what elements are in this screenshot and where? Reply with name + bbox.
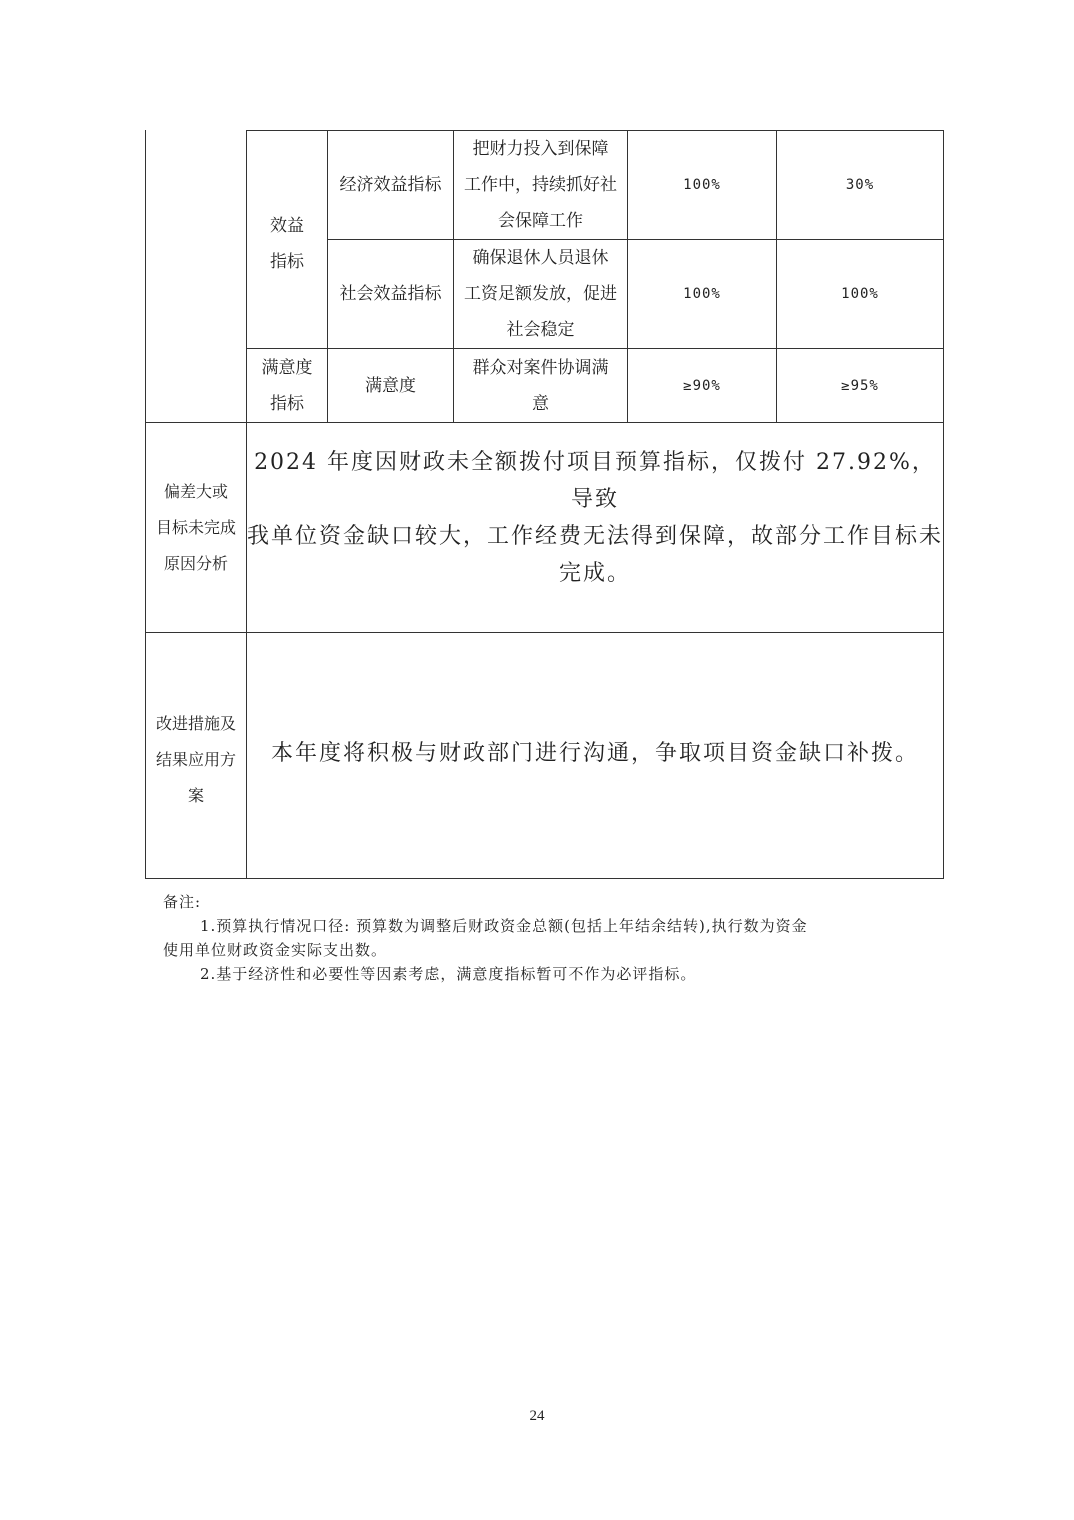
actual-value: 100% [841, 286, 879, 302]
target-value: 100% [683, 177, 721, 193]
note-item-1-continued: 使用单位财政资金实际支出数。 [163, 941, 388, 959]
satisfaction-indicator-group: 满意度 指标 [261, 357, 313, 414]
table-border-right [943, 130, 944, 879]
target-value: 100% [683, 286, 721, 302]
indicator-name: 满意度 [365, 375, 416, 396]
note-item-2: 2.基于经济性和必要性等因素考虑，满意度指标暂可不作为必评指标。 [200, 965, 697, 983]
notes-title: 备注: [163, 893, 202, 911]
indicator-content: 群众对案件协调满 意 [472, 357, 609, 414]
page-number: 24 [529, 1408, 545, 1424]
target-value: ≥90% [683, 377, 721, 394]
benefit-indicator-group: 效益 指标 [270, 215, 304, 272]
deviation-analysis-text: 2024 年度因财政未全额拨付项目预算指标，仅拨付 27.92%，导致 我单位资金缺口较大，工作经费无法得到保障，故部分工作目标未 完成。 [247, 449, 944, 586]
table-border-bottom [145, 878, 944, 879]
note-item-1: 1.预算执行情况口径: 预算数为调整后财政资金总额(包括上年结余结转),执行数为资金 [200, 917, 808, 935]
improvement-label: 改进措施及 结果应用方 案 [155, 713, 236, 805]
indicator-name: 经济效益指标 [339, 175, 442, 195]
improvement-plan-text: 本年度将积极与财政部门进行沟通，争取项目资金缺口补拨。 [270, 741, 919, 766]
actual-value: ≥95% [841, 377, 879, 394]
actual-value: 30% [845, 177, 875, 193]
indicator-name: 社会效益指标 [339, 284, 442, 304]
indicator-content: 把财力投入到保障 工作中，持续抓好社 会保障工作 [464, 139, 617, 231]
deviation-label: 偏差大或 目标未完成 原因分析 [155, 481, 236, 573]
indicator-content: 确保退休人员退休 工资足额发放，促进 社会稳定 [464, 248, 617, 340]
